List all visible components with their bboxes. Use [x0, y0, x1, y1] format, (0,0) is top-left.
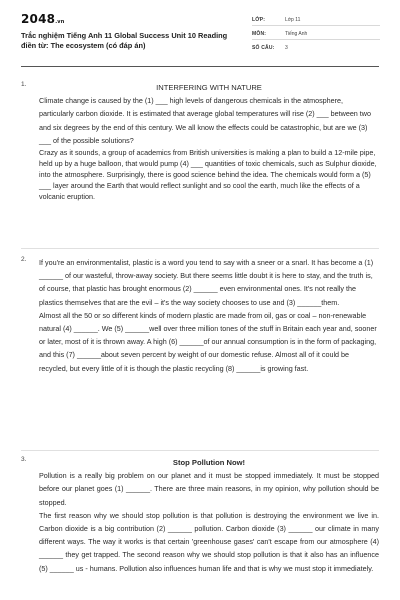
question-body	[39, 456, 379, 575]
meta-count-key: SỐ CÂU:	[252, 44, 275, 51]
meta-table	[252, 14, 380, 55]
question-paragraph: Climate change is caused by the (1) ___ high levels of dangerous chemicals in the atmosphere, particularly carbon dioxide. It is estimated that average global temperatures will rise (2) ___ between two and six degrees by the end of this century. We all know the effects could be catastrophic, but are we (3) ___ of the possible solutions?	[39, 96, 371, 145]
logo-main: 2048	[21, 12, 56, 26]
meta-class-value: Lớp 11	[285, 16, 301, 23]
question-number: 3.	[21, 456, 27, 463]
header-divider	[21, 66, 379, 67]
question-number: 2.	[21, 256, 27, 263]
question-number: 1.	[21, 81, 27, 88]
question-title: INTERFERING WITH NATURE	[156, 83, 262, 92]
question-title: Stop Pollution Now!	[172, 458, 246, 467]
meta-count-value: 3	[285, 44, 288, 51]
meta-row-count	[252, 42, 380, 53]
meta-subject-value: Tiếng Anh	[285, 30, 308, 37]
question-divider	[21, 450, 379, 451]
question-divider	[21, 248, 379, 249]
meta-class-key: LỚP:	[252, 16, 266, 23]
question-body	[39, 256, 379, 375]
question-paragraph: Almost all the 50 or so different kinds of modern plastic are made from oil, gas or coal – non-renewable natural (4) ______. We (5) ______well over three million tones of the stuff in Britain each year and, sooner or later, most of it is thrown away. A high (6) ______of our annual consumption is in the form of packaging, and this (7) ______about seven percent by weight of our domestic refuse. Almost all of it could be recycled, but every little of it is though the plastic recycling (8) ______is growing fast.	[39, 310, 377, 373]
meta-row-subject	[252, 28, 380, 40]
question-paragraph: If you're an environmentalist, plastic is a word you tend to say with a sneer or a snarl. It has become a (1) ______ of our wasteful, throw-away society. But there seems little doubt it is here to stay, and the truth is, of course, that plastic has brought enormous (2) ______ even environmental ones. It's not really the plastics themselves that are the evil – it's the way society chooses to use and (3) ______them.	[39, 258, 374, 307]
logo-sub: .vn	[55, 19, 65, 25]
question-body	[39, 81, 379, 202]
question-paragraph: Pollution is a really big problem on our planet and it must be stopped immediately. It must be stopped before our planet goes (1) ______. There are three main reasons, in my opinion, why pollution should be stopped.	[39, 471, 379, 507]
site-logo[interactable]	[21, 12, 65, 26]
question-paragraph: The first reason why we should stop pollution is that pollution is destroying the environment we live in. Carbon dioxide is a big contribution (2) ______ pollution. Carbon dioxide (3) ______ our climate in many different ways. The way it works is that certain 'greenhouse gases' can't escape from our atmosphere (4) ______ they get trapped. The second reason why we should stop pollution is that it also has an influence (5) ______ us - humans. Pollution also influences human life and that is why we must stop it immediately.	[39, 510, 379, 573]
question-paragraph: Crazy as it sounds, a group of academics from British universities is making a plan to build a 12-mile pipe, held up by a huge balloon, that would pump (4) ___ quantities of toxic chemicals, such as Sulphur dioxide, into the atmosphere. Surprisingly, there is good science behind the idea. The chemicals would form a (5) ___ layer around the Earth that would reflect sunlight and so cool the earth, much like the effects of a volcanic eruption.	[39, 148, 377, 202]
meta-row-class	[252, 14, 380, 26]
meta-subject-key: MÔN:	[252, 30, 267, 37]
page-header	[0, 0, 400, 70]
document-title: Trắc nghiệm Tiếng Anh 11 Global Success Unit 10 Reading điền từ: The ecosystem (có đáp án)	[21, 31, 228, 51]
